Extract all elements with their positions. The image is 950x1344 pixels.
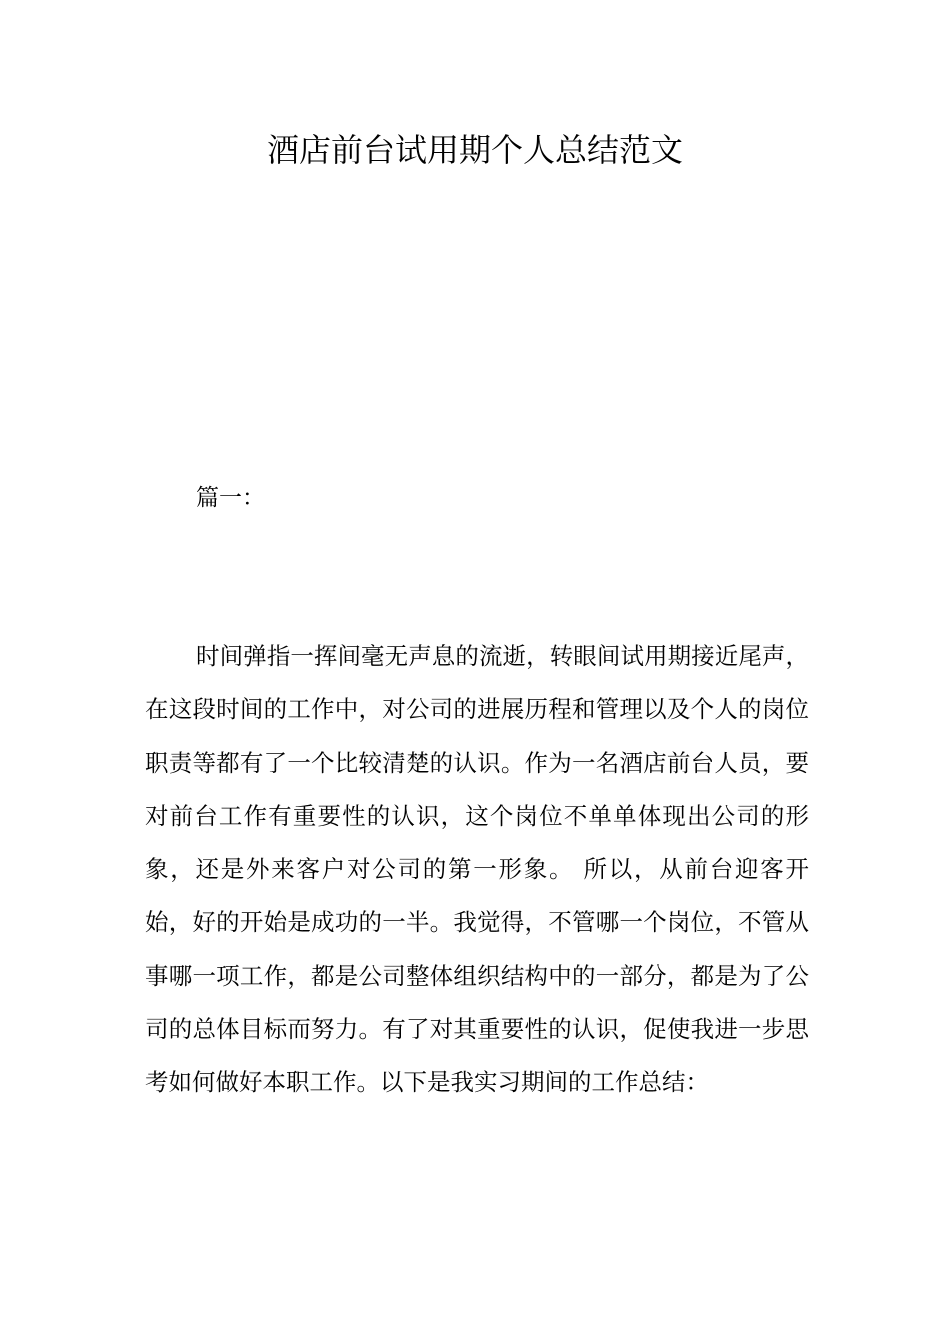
section-heading: 篇一： [196, 485, 265, 511]
document-title: 酒店前台试用期个人总结范文 [266, 131, 683, 169]
body-paragraph: 时间弹指一挥间毫无声息的流逝，转眼间试用期接近尾声，在这段时间的工作中，对公司的进展历程和管理以及个人的岗位职责等都有了一个比较清楚的认识。作为一名酒店前台人员，要对前台工作有重要性的认识，这个岗位不单单体现出公司的形象，还是外来客户对公司的第一形象。 所以，从前台迎客开始，好的开始是成功的一半。我觉得，不管哪一个岗位，不管从事哪一项工作，都是公司整体组织结构中的一部分，都是为了公司的总体目标而努力。有了对其重要性的认识，促使我进一步思考如何做好本职工作。以下是我实习期间的工作总结： [145, 642, 809, 1097]
